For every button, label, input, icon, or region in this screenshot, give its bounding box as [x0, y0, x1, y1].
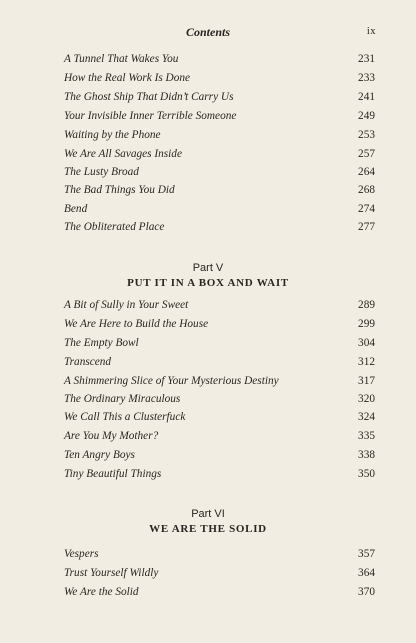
toc-entry-page: 264 [358, 166, 375, 178]
toc-entry-title: Ten Angry Boys [64, 449, 135, 461]
toc-entry [64, 466, 375, 482]
toc-entry-title: We Call This a Clusterfuck [64, 411, 186, 423]
toc-entry-title: Bend [64, 203, 88, 215]
toc-entry [64, 335, 375, 351]
toc-entry-page: 350 [358, 468, 375, 480]
toc-entry-page: 274 [358, 203, 375, 215]
toc-entry [64, 108, 375, 124]
toc-entry-page: 277 [358, 221, 375, 233]
toc-entry [64, 565, 375, 581]
toc-entry [64, 182, 375, 198]
toc-entry-page: 324 [358, 411, 375, 423]
toc-entry-page: 231 [358, 53, 375, 65]
part-title: WE ARE THE SOLID [149, 523, 267, 535]
toc-entry-title: We Are the Solid [64, 586, 139, 598]
toc-entry-title: We Are All Savages Inside [64, 148, 182, 160]
toc-entry-page: 268 [358, 184, 375, 196]
toc-entry [64, 146, 375, 162]
page-number: ix [366, 26, 376, 37]
toc-entry [64, 89, 375, 105]
toc-entry-title: The Obliterated Place [64, 221, 165, 233]
part-label: Part VI [191, 508, 225, 520]
toc-entry-page: 253 [358, 129, 375, 141]
toc-entry [64, 354, 375, 370]
toc-entry-page: 304 [358, 337, 375, 349]
toc-entry-title: Vespers [64, 548, 99, 560]
toc-entry [64, 127, 375, 143]
toc-entry-title: The Bad Things You Did [64, 184, 175, 196]
toc-entry-title: A Shimmering Slice of Your Mysterious Destiny [64, 375, 279, 387]
toc-entry [64, 373, 375, 389]
toc-entry-page: 338 [358, 449, 375, 461]
toc-entry-title: The Lusty Broad [64, 166, 139, 178]
toc-entry-page: 312 [358, 356, 375, 368]
toc-entry-page: 241 [358, 91, 375, 103]
toc-entry [64, 297, 375, 313]
toc-entry-page: 299 [358, 318, 375, 330]
toc-entry [64, 219, 375, 235]
toc-entry-title: Transcend [64, 356, 112, 368]
toc-entry [64, 447, 375, 463]
toc-entry-title: Trust Yourself Wildly [64, 567, 159, 579]
toc-entry [64, 391, 375, 407]
part-label: Part V [192, 262, 224, 274]
toc-entry [64, 584, 375, 600]
toc-entry [64, 409, 375, 425]
toc-entry [64, 201, 375, 217]
toc-entry-title: Your Invisible Inner Terrible Someone [64, 110, 237, 122]
toc-entry [64, 164, 375, 180]
toc-entry-page: 320 [358, 393, 375, 405]
toc-entry-title: The Ghost Ship That Didn’t Carry Us [64, 91, 234, 103]
toc-entry [64, 316, 375, 332]
toc-entry-title: The Ordinary Miraculous [64, 393, 181, 405]
toc-entry [64, 428, 375, 444]
toc-entry-page: 364 [358, 567, 375, 579]
toc-entry-title: We Are Here to Build the House [64, 318, 209, 330]
toc-entry-title: A Bit of Sully in Your Sweet [64, 299, 189, 311]
toc-entry-title: Waiting by the Phone [64, 129, 161, 141]
toc-entry [64, 546, 375, 562]
toc-entry-page: 249 [358, 110, 375, 122]
toc-entry-page: 317 [358, 375, 375, 387]
page-title: Contents [185, 25, 230, 39]
toc-entry-page: 335 [358, 430, 375, 442]
toc-entry [64, 51, 375, 67]
toc-entry-page: 257 [358, 148, 375, 160]
running-head [0, 25, 416, 41]
toc-entry-page: 233 [358, 72, 375, 84]
part-title: PUT IT IN A BOX AND WAIT [127, 277, 289, 289]
toc-entry-title: The Empty Bowl [64, 337, 139, 349]
toc-entry-page: 370 [358, 586, 375, 598]
toc-entry-title: Are You My Mother? [64, 430, 159, 442]
toc-entry-page: 357 [358, 548, 375, 560]
toc-entry-page: 289 [358, 299, 375, 311]
toc-entry [64, 70, 375, 86]
toc-entry-title: A Tunnel That Wakes You [64, 53, 179, 65]
toc-entry-title: Tiny Beautiful Things [64, 468, 162, 480]
toc-entry-title: How the Real Work Is Done [64, 72, 191, 84]
